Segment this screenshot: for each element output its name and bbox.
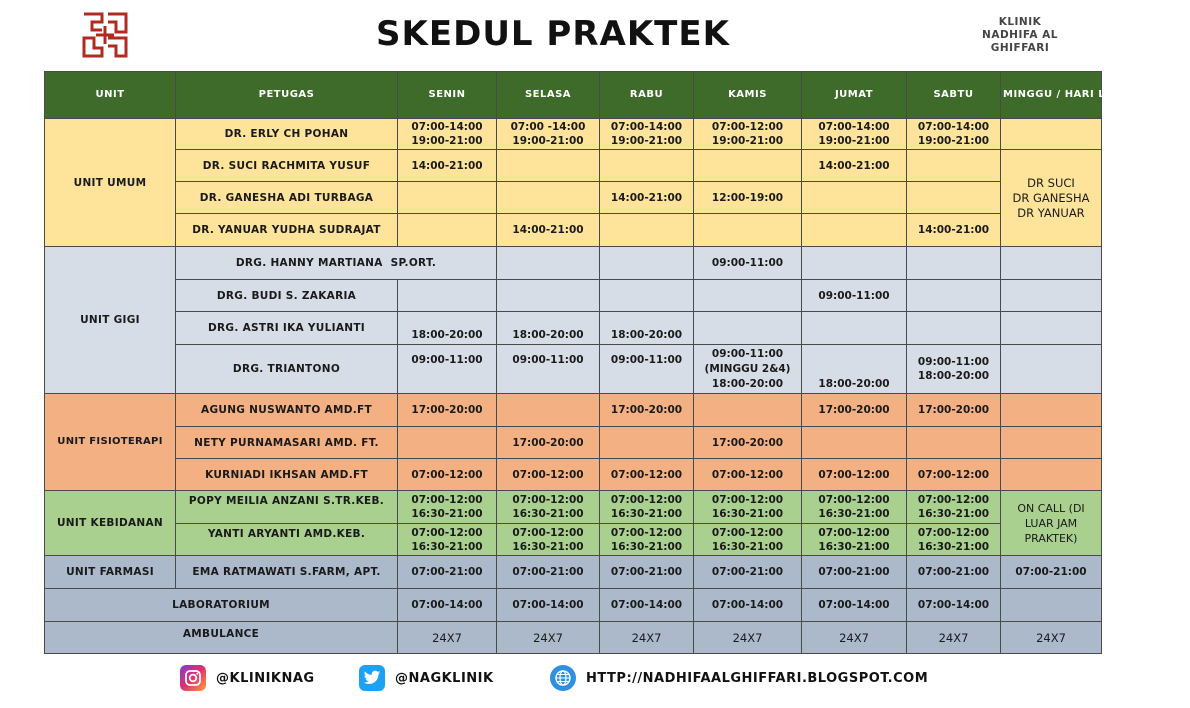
- schedule-cell: 07:00-21:00: [398, 556, 497, 589]
- schedule-cell: 07:00-12:00 16:30-21:00: [907, 491, 1001, 524]
- table-row: [45, 345, 1102, 394]
- schedule-cell: 07:00-12:00 16:30-21:00: [398, 524, 497, 556]
- schedule-cell: 07:00-14:00 19:00-21:00: [600, 119, 694, 150]
- schedule-cell: 07:00-21:00: [907, 556, 1001, 589]
- schedule-cell: 09:00-11:00 18:00-20:00: [907, 345, 1001, 394]
- staff-name: POPY MEILIA ANZANI S.TR.KEB.: [176, 491, 398, 524]
- schedule-cell: 17:00-20:00: [802, 394, 907, 427]
- table-row: [45, 150, 1102, 182]
- col-header-selasa: SELASA: [497, 72, 600, 119]
- staff-name: EMA RATMAWATI S.FARM, APT.: [176, 556, 398, 589]
- staff-name: DRG. HANNY MARTIANA SP.ORT.: [176, 247, 497, 280]
- instagram-handle: @KLINIKNAG: [216, 670, 315, 686]
- schedule-cell: [907, 312, 1001, 345]
- schedule-cell: 09:00-11:00: [694, 247, 802, 280]
- twitter-handle: @NAGKLINIK: [395, 670, 494, 686]
- schedule-cell: 07:00-21:00: [802, 556, 907, 589]
- table-row: [45, 214, 1102, 247]
- schedule-cell: [497, 247, 600, 280]
- schedule-cell: [398, 214, 497, 247]
- schedule-cell: 07:00-21:00: [600, 556, 694, 589]
- schedule-cell: 07:00-12:00: [600, 459, 694, 491]
- col-header-minggu: MINGGU / HARI LIBUR LAINNYA: [1001, 72, 1102, 119]
- schedule-cell: [1001, 345, 1102, 394]
- header-row: [45, 72, 1102, 119]
- table-row: [45, 524, 1102, 556]
- schedule-cell: [1001, 459, 1102, 491]
- schedule-cell: 07:00-12:00 16:30-21:00: [600, 524, 694, 556]
- schedule-cell: [802, 214, 907, 247]
- schedule-cell: 07:00-14:00 19:00-21:00: [907, 119, 1001, 150]
- staff-name: DR. GANESHA ADI TURBAGA: [176, 182, 398, 214]
- unit-umum-label: UNIT UMUM: [45, 119, 176, 247]
- schedule-cell: 17:00-20:00: [907, 394, 1001, 427]
- staff-name: DRG. ASTRI IKA YULIANTI: [176, 312, 398, 345]
- schedule-cell: 24X7: [1001, 622, 1102, 654]
- schedule-cell: 18:00-20:00: [497, 312, 600, 345]
- schedule-cell: 14:00-21:00: [398, 150, 497, 182]
- col-header-sabtu: SABTU: [907, 72, 1001, 119]
- schedule-cell: 24X7: [694, 622, 802, 654]
- schedule-cell: 09:00-11:00 (MINGGU 2&4) 18:00-20:00: [694, 345, 802, 394]
- table-row: [45, 622, 1102, 654]
- schedule-cell: 09:00-11:00: [497, 345, 600, 394]
- schedule-cell: 17:00-20:00: [694, 427, 802, 459]
- schedule-cell: 07:00-14:00: [497, 589, 600, 622]
- schedule-cell: 24X7: [907, 622, 1001, 654]
- footer: [0, 664, 1150, 694]
- schedule-cell: [907, 247, 1001, 280]
- schedule-cell: [398, 427, 497, 459]
- schedule-cell: 07:00-14:00: [907, 589, 1001, 622]
- schedule-cell: [907, 280, 1001, 312]
- unit-gigi-label: UNIT GIGI: [45, 247, 176, 394]
- schedule-cell: 07:00-12:00 19:00-21:00: [694, 119, 802, 150]
- col-header-rabu: RABU: [600, 72, 694, 119]
- unit-fisio-label: UNIT FISIOTERAPI: [45, 394, 176, 491]
- schedule-cell: 07:00-12:00: [398, 459, 497, 491]
- schedule-cell: [600, 247, 694, 280]
- twitter-link[interactable]: [359, 664, 494, 692]
- table-row: [45, 247, 1102, 280]
- instagram-icon: [180, 665, 206, 691]
- col-header-senin: SENIN: [398, 72, 497, 119]
- schedule-cell: [694, 150, 802, 182]
- table-row: [45, 459, 1102, 491]
- schedule-cell: 07:00-12:00 16:30-21:00: [802, 524, 907, 556]
- schedule-cell: 07:00-21:00: [1001, 556, 1102, 589]
- schedule-cell: [600, 280, 694, 312]
- table-row: [45, 589, 1102, 622]
- schedule-cell: [802, 312, 907, 345]
- schedule-cell: 07:00-12:00 16:30-21:00: [802, 491, 907, 524]
- schedule-cell: 07:00-12:00: [802, 459, 907, 491]
- schedule-cell: 07:00-12:00 16:30-21:00: [398, 491, 497, 524]
- schedule-cell: [398, 182, 497, 214]
- schedule-cell: 07:00-14:00: [802, 589, 907, 622]
- schedule-cell: [497, 182, 600, 214]
- schedule-cell: 09:00-11:00: [600, 345, 694, 394]
- schedule-cell: 07:00-12:00 16:30-21:00: [694, 524, 802, 556]
- instagram-link[interactable]: [180, 664, 315, 692]
- twitter-icon: [359, 665, 385, 691]
- schedule-cell: 24X7: [398, 622, 497, 654]
- schedule-cell: [497, 280, 600, 312]
- schedule-cell: 07:00 -14:00 19:00-21:00: [497, 119, 600, 150]
- table-row: [45, 394, 1102, 427]
- schedule-cell: 14:00-21:00: [497, 214, 600, 247]
- schedule-cell: [600, 427, 694, 459]
- schedule-cell: 18:00-20:00: [398, 312, 497, 345]
- schedule-cell: 07:00-12:00 16:30-21:00: [694, 491, 802, 524]
- schedule-cell: 18:00-20:00: [802, 345, 907, 394]
- staff-name: NETY PURNAMASARI AMD. FT.: [176, 427, 398, 459]
- bidan-minggu-oncall: ON CALL (DI LUAR JAM PRAKTEK): [1001, 491, 1102, 556]
- schedule-cell: [802, 182, 907, 214]
- staff-name: KURNIADI IKHSAN AMD.FT: [176, 459, 398, 491]
- schedule-cell: [398, 280, 497, 312]
- col-header-unit: UNIT: [45, 72, 176, 119]
- schedule-cell: 17:00-20:00: [497, 427, 600, 459]
- schedule-cell: 07:00-12:00 16:30-21:00: [907, 524, 1001, 556]
- clinic-name: KLINIK NADHIFA AL GHIFFARI: [982, 16, 1058, 54]
- unit-bidan-label: UNIT KEBIDANAN: [45, 491, 176, 556]
- staff-name: YANTI ARYANTI AMD.KEB.: [176, 524, 398, 556]
- col-header-jumat: JUMAT: [802, 72, 907, 119]
- schedule-cell: 07:00-12:00 16:30-21:00: [497, 491, 600, 524]
- schedule-cell: [1001, 280, 1102, 312]
- table-row: [45, 556, 1102, 589]
- schedule-cell: [1001, 427, 1102, 459]
- schedule-cell: [600, 150, 694, 182]
- schedule-cell: 07:00-12:00: [907, 459, 1001, 491]
- staff-name: DR. ERLY CH POHAN: [176, 119, 398, 150]
- schedule-cell: [802, 247, 907, 280]
- staff-name: AGUNG NUSWANTO AMD.FT: [176, 394, 398, 427]
- schedule-table: [44, 71, 1190, 654]
- table-row: [45, 312, 1102, 345]
- schedule-cell: 14:00-21:00: [907, 214, 1001, 247]
- schedule-cell: 07:00-12:00: [497, 459, 600, 491]
- laboratorium-label: LABORATORIUM: [45, 589, 398, 622]
- unit-farmasi-label: UNIT FARMASI: [45, 556, 176, 589]
- umum-minggu-doctors: DR SUCI DR GANESHA DR YANUAR: [1001, 150, 1102, 247]
- schedule-cell: 09:00-11:00: [802, 280, 907, 312]
- website-link[interactable]: [550, 664, 928, 692]
- schedule-cell: [1001, 394, 1102, 427]
- schedule-cell: [694, 214, 802, 247]
- schedule-cell: [907, 182, 1001, 214]
- globe-icon: [550, 665, 576, 691]
- schedule-cell: [694, 394, 802, 427]
- staff-name: DRG. BUDI S. ZAKARIA: [176, 280, 398, 312]
- schedule-cell: 07:00-14:00 19:00-21:00: [398, 119, 497, 150]
- staff-name: DR. SUCI RACHMITA YUSUF: [176, 150, 398, 182]
- schedule-cell: [694, 312, 802, 345]
- schedule-cell: 18:00-20:00: [600, 312, 694, 345]
- table-row: [45, 280, 1102, 312]
- schedule-cell: [694, 280, 802, 312]
- schedule-cell: [907, 150, 1001, 182]
- schedule-cell: [1001, 589, 1102, 622]
- schedule-cell: 14:00-21:00: [802, 150, 907, 182]
- schedule-cell: 14:00-21:00: [600, 182, 694, 214]
- schedule-cell: 24X7: [497, 622, 600, 654]
- page-title: SKEDUL PRAKTEK: [376, 14, 730, 54]
- table-row: [45, 119, 1102, 150]
- schedule-cell: 07:00-14:00 19:00-21:00: [802, 119, 907, 150]
- col-header-kamis: KAMIS: [694, 72, 802, 119]
- col-header-petugas: PETUGAS: [176, 72, 398, 119]
- schedule-cell: 07:00-12:00 16:30-21:00: [600, 491, 694, 524]
- schedule-cell: 07:00-12:00 16:30-21:00: [497, 524, 600, 556]
- ambulance-label: AMBULANCE: [45, 622, 398, 654]
- schedule-cell: 07:00-14:00: [398, 589, 497, 622]
- schedule-cell: [1001, 119, 1102, 150]
- schedule-cell: 07:00-14:00: [694, 589, 802, 622]
- website-url: HTTP://NADHIFAALGHIFFARI.BLOGSPOT.COM: [586, 670, 929, 686]
- staff-name: DRG. TRIANTONO: [176, 345, 398, 394]
- schedule-cell: [1001, 247, 1102, 280]
- schedule-cell: [497, 150, 600, 182]
- schedule-cell: 17:00-20:00: [398, 394, 497, 427]
- table-row: [45, 491, 1102, 524]
- schedule-cell: 07:00-12:00: [694, 459, 802, 491]
- schedule-cell: 09:00-11:00: [398, 345, 497, 394]
- table-row: [45, 427, 1102, 459]
- schedule-cell: 12:00-19:00: [694, 182, 802, 214]
- schedule-cell: [1001, 312, 1102, 345]
- schedule-cell: [907, 427, 1001, 459]
- schedule-cell: 17:00-20:00: [600, 394, 694, 427]
- schedule-cell: [600, 214, 694, 247]
- schedule-cell: 07:00-14:00: [600, 589, 694, 622]
- table-row: [45, 182, 1102, 214]
- schedule-cell: 07:00-21:00: [497, 556, 600, 589]
- staff-name: DR. YANUAR YUDHA SUDRAJAT: [176, 214, 398, 247]
- schedule-cell: 24X7: [802, 622, 907, 654]
- schedule-cell: 24X7: [600, 622, 694, 654]
- schedule-cell: 07:00-21:00: [694, 556, 802, 589]
- schedule-cell: [802, 427, 907, 459]
- schedule-cell: [497, 394, 600, 427]
